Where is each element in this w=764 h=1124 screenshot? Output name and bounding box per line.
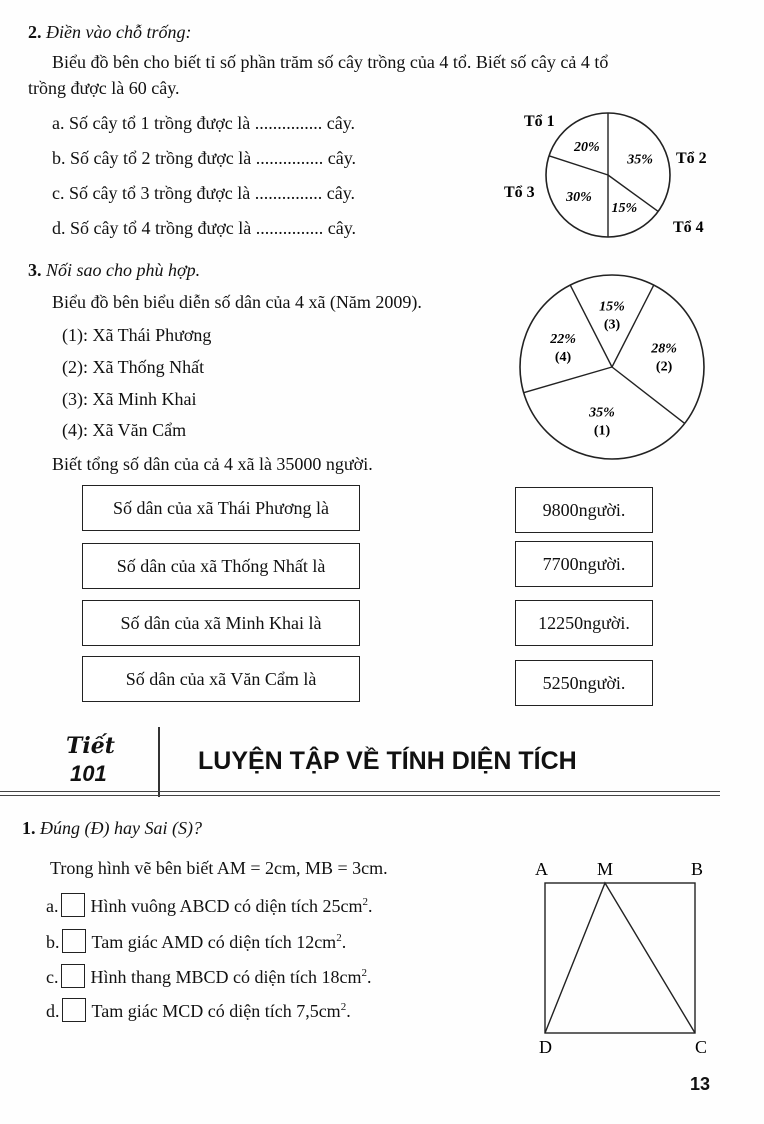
header-divider [158, 727, 160, 797]
exercise-3-heading: 3. Nối sao cho phù hợp. [28, 260, 201, 280]
legend-item: (1): Xã Thái Phương [62, 325, 212, 345]
fill-item: b. Số cây tổ 2 trồng được là ............... cây. [52, 148, 357, 168]
exercise-2-intro: Biểu đồ bên cho biết tỉ số phần trăm số cây trồng của 4 tổ. Biết số cây cả 4 tổ [52, 52, 609, 72]
legend-item: (3): Xã Minh Khai [62, 389, 197, 409]
lesson-label: Tiết [66, 733, 115, 759]
pie-slice-percent: 20% [574, 139, 600, 155]
lesson-title: LUYỆN TẬP VỀ TÍNH DIỆN TÍCH [198, 747, 577, 775]
page-number: 13 [690, 1074, 711, 1094]
match-left-box[interactable]: Số dân của xã Thái Phương là [82, 485, 360, 531]
pie-slice-percent: 35% [589, 405, 615, 421]
pie-chart-trees [490, 100, 730, 245]
answer-checkbox[interactable] [61, 964, 85, 988]
exercise-2-intro-cont: trồng được là 60 cây. [28, 78, 180, 98]
pie-slice-label: (1) [593, 423, 611, 439]
pie-slice-percent: 28% [651, 341, 677, 357]
pie-slice-label: (3) [603, 317, 621, 333]
fill-item: c. Số cây tổ 3 trồng được là ............... cây. [52, 183, 356, 203]
exercise-1-intro: Trong hình vẽ bên biết AM = 2cm, MB = 3cm. [50, 858, 388, 878]
match-left-box[interactable]: Số dân của xã Minh Khai là [82, 600, 360, 646]
exercise-1-heading: 1. Đúng (Đ) hay Sai (S)? [22, 818, 202, 838]
legend-item: (2): Xã Thống Nhất [62, 357, 205, 377]
pie-chart-population [500, 265, 730, 470]
header-rule [0, 791, 720, 796]
match-right-box[interactable]: 7700người. [515, 541, 653, 587]
pie-slice-percent: 15% [599, 299, 625, 315]
tf-item: d. Tam giác MCD có diện tích $7,5cm^2$. [46, 998, 351, 1022]
pie-slice-label: Tổ 1 [524, 113, 555, 130]
match-left-box[interactable]: Số dân của xã Thống Nhất là [82, 543, 360, 589]
square-figure [525, 855, 725, 1065]
pie-slice-label: Tổ 4 [673, 219, 704, 236]
tf-item: a. Hình vuông ABCD có diện tích $25cm^2$. [46, 893, 372, 917]
tf-item: b. Tam giác AMD có diện tích $12cm^2$. [46, 929, 346, 953]
lesson-header [0, 727, 764, 797]
point-d-label: D [539, 1037, 552, 1057]
exercise-3-total: Biết tổng số dân của cả 4 xã là 35000 người. [52, 454, 373, 474]
answer-checkbox[interactable] [62, 929, 86, 953]
point-m-label: M [597, 859, 614, 879]
fill-item: d. Số cây tổ 4 trồng được là ............... cây. [52, 218, 357, 238]
pie-slice-label: Tổ 3 [504, 184, 535, 201]
point-a-label: A [535, 859, 548, 879]
match-right-box[interactable]: 12250người. [515, 600, 653, 646]
triangle-mdc [545, 883, 695, 1033]
pie-slice-label: (4) [554, 349, 572, 365]
point-b-label: B [691, 859, 704, 879]
match-left-box[interactable]: Số dân của xã Văn Cẩm là [82, 656, 360, 702]
answer-checkbox[interactable] [62, 998, 86, 1022]
match-right-box[interactable]: 5250người. [515, 660, 653, 706]
legend-item: (4): Xã Văn Cẩm [62, 420, 187, 440]
pie-slice-percent: 15% [611, 201, 638, 217]
lesson-number: 101 [70, 761, 107, 786]
answer-checkbox[interactable] [61, 893, 85, 917]
point-c-label: C [695, 1037, 708, 1057]
pie-slice-percent: 22% [550, 331, 576, 347]
pie-slice-percent: 30% [566, 190, 592, 206]
exercise-3-intro: Biểu đồ bên biểu diễn số dân của 4 xã (Năm 2009). [52, 292, 422, 312]
square-abcd [545, 883, 695, 1033]
tf-item: c. Hình thang MBCD có diện tích $18cm^2$. [46, 964, 371, 988]
pie-slice-percent: 35% [627, 152, 653, 168]
pie-slice-label: (2) [655, 359, 673, 375]
fill-item: a. Số cây tổ 1 trồng được là ............... cây. [52, 113, 356, 133]
exercise-2-heading: 2. Điền vào chỗ trống: [28, 22, 192, 42]
match-right-box[interactable]: 9800người. [515, 487, 653, 533]
pie-slice-label: Tổ 2 [676, 150, 707, 167]
